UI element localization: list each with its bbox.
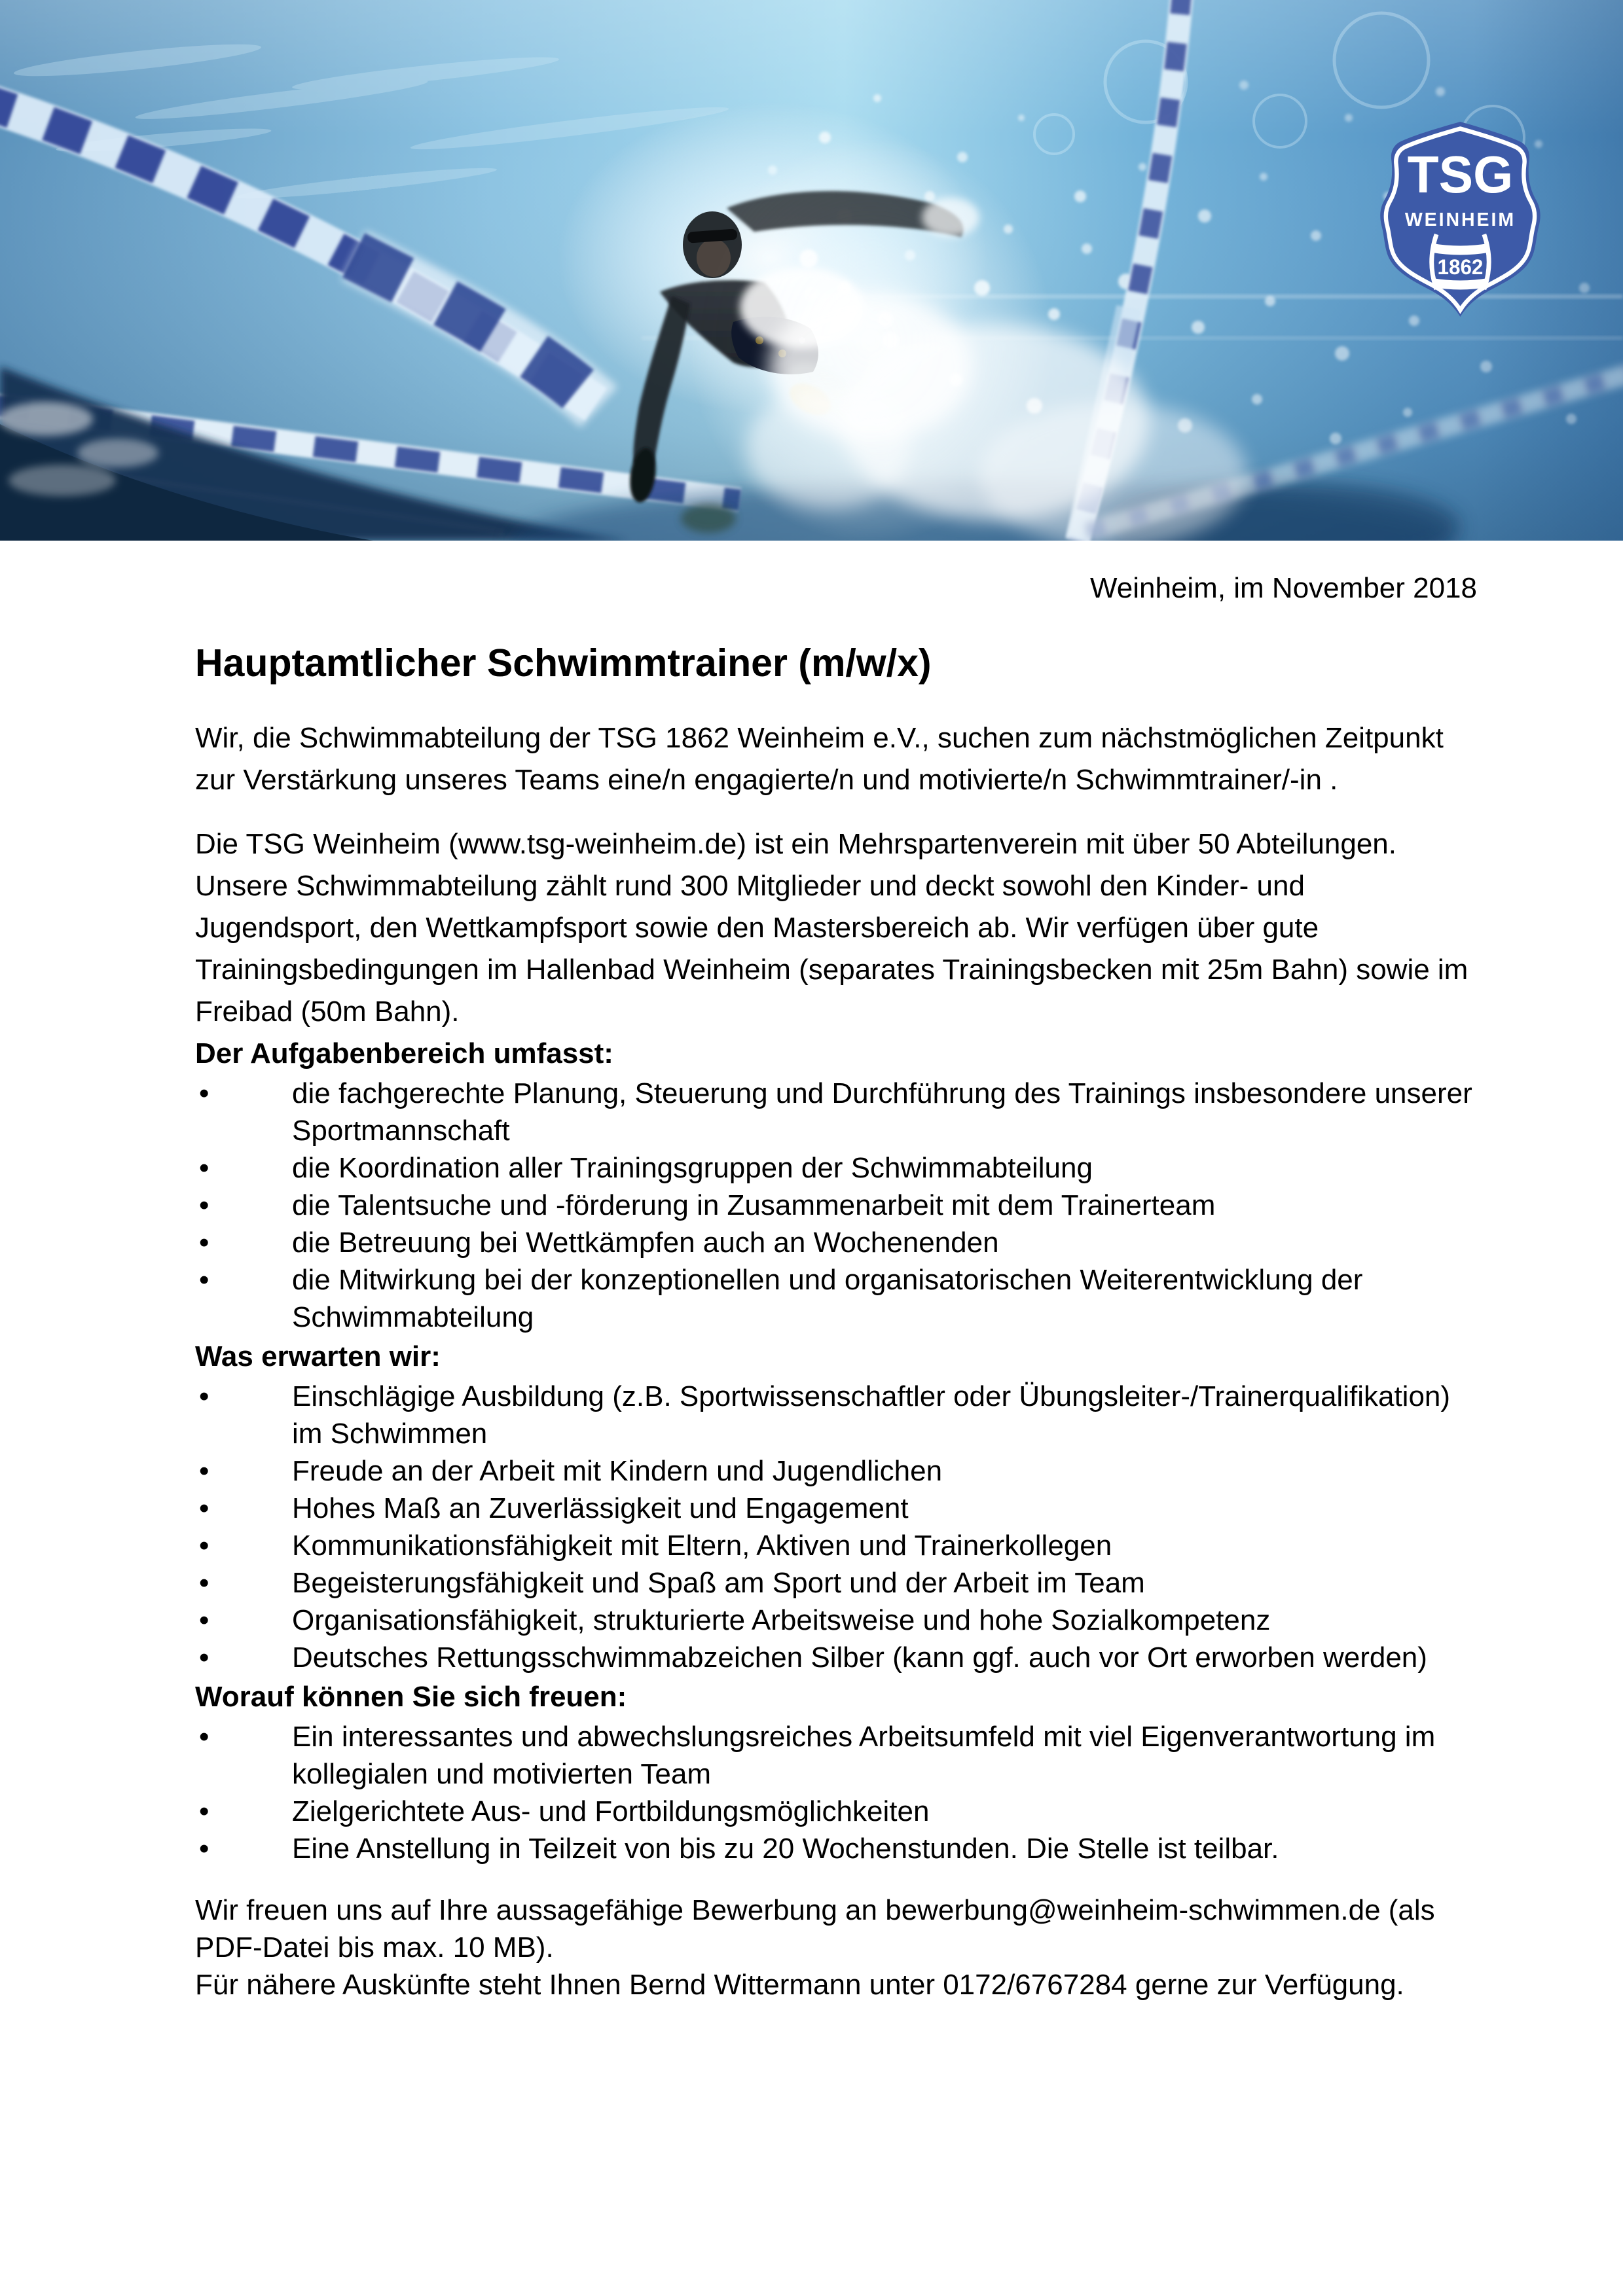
logo-city-text: WEINHEIM — [1404, 209, 1516, 231]
list-item: • Kommunikationsfähigkeit mit Eltern, Aktiven und Trainerkollegen — [195, 1527, 1477, 1564]
list-item: • die fachgerechte Planung, Steuerung und Durchführung des Trainings insbesondere unserer Sportmannschaft — [195, 1075, 1477, 1149]
list-item: • Hohes Maß an Zuverlässigkeit und Engagement — [195, 1490, 1477, 1527]
header-photo — [0, 0, 1623, 541]
list-item: • Ein interessantes und abwechslungsreiches Arbeitsumfeld mit viel Eigenverantwortung im kollegialen und motivierten Team — [195, 1718, 1477, 1793]
section-heading-tasks: Der Aufgabenbereich umfasst: — [195, 1037, 613, 1069]
expectations-list — [195, 1378, 1477, 1676]
list-item: • Organisationsfähigkeit, strukturierte Arbeitsweise und hohe Sozialkompetenz — [195, 1602, 1477, 1639]
hand-entry-splash — [922, 198, 979, 237]
logo-club-text: TSG — [1407, 145, 1514, 204]
section-heading-expectations: Was erwarten wir: — [195, 1340, 441, 1372]
date-line: Weinheim, im November 2018 — [1090, 572, 1477, 604]
club-description-paragraph: Die TSG Weinheim (www.tsg-weinheim.de) ist ein Mehrspartenverein mit über 50 Abteilungen. Unsere Schwimmabteilung zählt rund 300 Mitglieder und deckt sowohl den Kinder- und Jugendsport, den Wettkampfsport sowie den Mastersbereich ab. Wir verfügen über gute Trainingsbedingungen im Hallenbad Weinheim (separates Trainingsbecken mit 25m Bahn) sowie im Freibad (50m Bahn). — [195, 828, 1468, 1028]
task-list — [195, 1075, 1477, 1336]
list-item: • Freude an der Arbeit mit Kindern und Jugendlichen — [195, 1452, 1477, 1490]
logo-year-text: 1862 — [1437, 255, 1484, 279]
list-item: • Deutsches Rettungsschwimmabzeichen Silber (kann ggf. auch vor Ort erworben werden) — [195, 1639, 1477, 1676]
closing-contact-note: Für nähere Auskünfte steht Ihnen Bernd Wittermann unter 0172/6767284 gerne zur Verfügung. — [195, 1969, 1404, 2001]
list-item: • die Talentsuche und -förderung in Zusammenarbeit mit dem Trainerteam — [195, 1187, 1477, 1224]
list-item: • Begeisterungsfähigkeit und Spaß am Sport und der Arbeit im Team — [195, 1564, 1477, 1602]
list-item: • die Mitwirkung bei der konzeptionellen und organisatorischen Weiterentwicklung der Schwimmabteilung — [195, 1261, 1477, 1336]
section-heading-benefits: Worauf können Sie sich freuen: — [195, 1681, 627, 1713]
closing-application-note: Wir freuen uns auf Ihre aussagefähige Bewerbung an bewerbung@weinheim-schwimmen.de (als PDF-Datei bis max. 10 MB). — [195, 1894, 1435, 1964]
swimmer-face — [697, 239, 731, 277]
list-item: • Eine Anstellung in Teilzeit von bis zu 20 Wochenstunden. Die Stelle ist teilbar. — [195, 1830, 1477, 1867]
list-item: • die Betreuung bei Wettkämpfen auch an Wochenenden — [195, 1224, 1477, 1261]
list-item: • die Koordination aller Trainingsgruppen der Schwimmabteilung — [195, 1149, 1477, 1187]
letter-body — [195, 541, 1477, 2003]
benefits-list — [195, 1718, 1477, 1867]
underwater-pool-photo — [0, 0, 1623, 541]
page-title: Hauptamtlicher Schwimmtrainer (m/w/x) — [195, 641, 932, 685]
list-item: • Einschlägige Ausbildung (z.B. Sportwissenschaftler oder Übungsleiter-/Trainerqualifikation) im Schwimmen — [195, 1378, 1477, 1452]
distant-swimmer — [681, 504, 736, 533]
list-item: • Zielgerichtete Aus- und Fortbildungsmöglichkeiten — [195, 1793, 1477, 1830]
intro-paragraph: Wir, die Schwimmabteilung der TSG 1862 Weinheim e.V., suchen zum nächstmöglichen Zeitpunkt zur Verstärkung unseres Teams eine/n engagierte/n und motivierte/n Schwimmtrainer/-in . — [195, 722, 1444, 796]
